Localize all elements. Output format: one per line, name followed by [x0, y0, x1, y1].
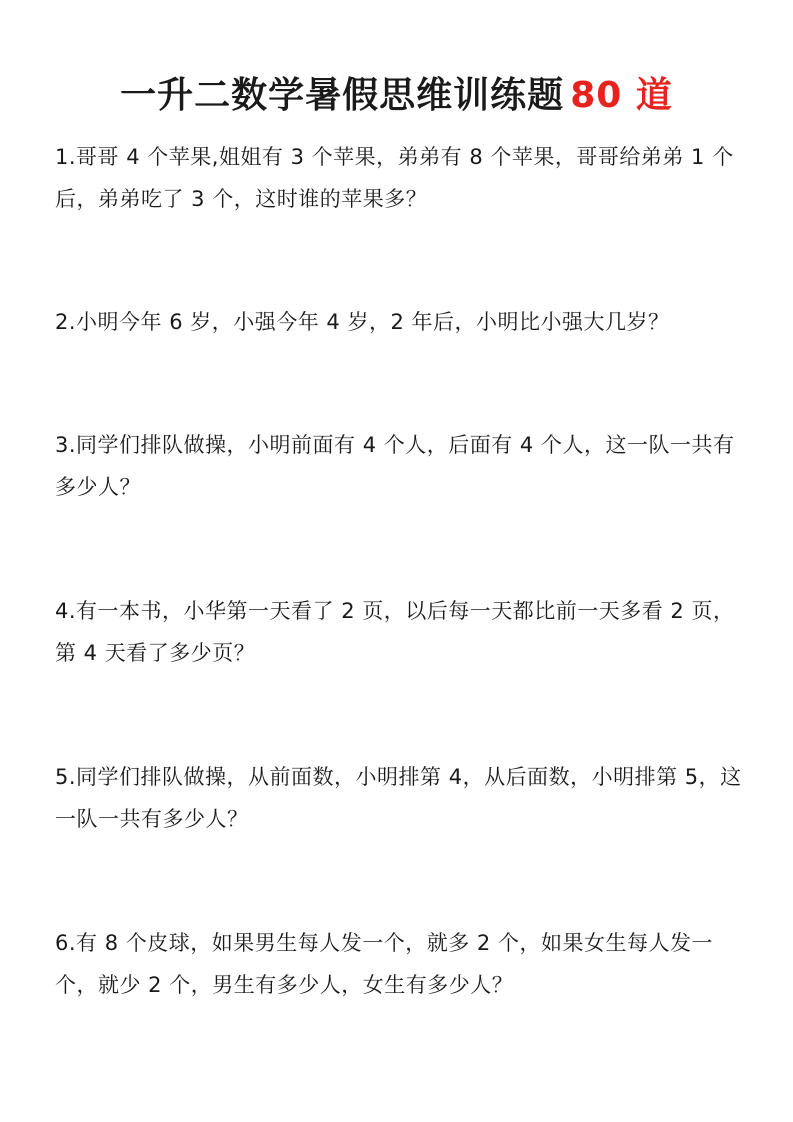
question-number: 2. — [55, 310, 77, 334]
question-text: 同学们排队做操，从前面数，小明排第 4，从后面数，小明排第 5，这一队一共有多少人？ — [55, 765, 742, 831]
title-count-highlight: 80 道 — [570, 75, 673, 116]
question-number: 5. — [55, 765, 77, 789]
title-main: 一升二数学暑假思维训练题 — [120, 75, 565, 116]
question-item — [55, 590, 745, 674]
question-text: 哥哥 4 个苹果,姐姐有 3 个苹果，弟弟有 8 个苹果，哥哥给弟弟 1 个后，弟弟吃了 3 个，这时谁的苹果多？ — [55, 145, 734, 211]
question-number: 4. — [55, 599, 77, 623]
question-text: 小明今年 6 岁，小强今年 4 岁，2 年后，小明比小强大几岁？ — [76, 310, 670, 334]
question-text: 有一本书，小华第一天看了 2 页，以后每一天都比前一天多看 2 页，第 4 天看了多少页？ — [55, 599, 735, 665]
question-item — [55, 424, 745, 508]
page-title — [0, 70, 793, 122]
question-item — [55, 756, 745, 840]
question-text: 有 8 个皮球，如果男生每人发一个，就多 2 个，如果女生每人发一个，就少 2 个，男生有多少人，女生有多少人？ — [55, 931, 713, 997]
question-number: 3. — [55, 433, 77, 457]
question-item — [55, 922, 745, 1006]
question-text: 同学们排队做操，小明前面有 4 个人，后面有 4 个人，这一队一共有多少人？ — [55, 433, 735, 499]
question-number: 6. — [55, 931, 77, 955]
question-item — [55, 136, 745, 220]
question-number: 1. — [55, 145, 77, 169]
question-item — [55, 301, 745, 343]
